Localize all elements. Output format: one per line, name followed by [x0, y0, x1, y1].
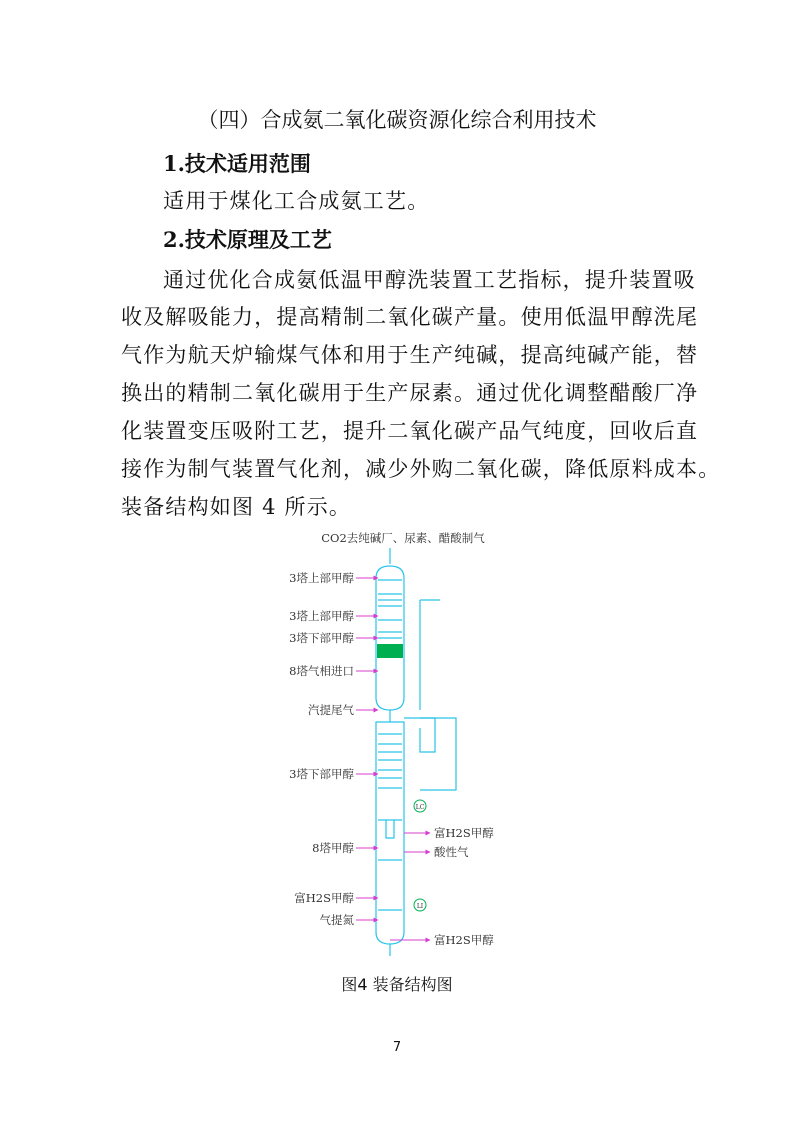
svg-text:LI: LI: [416, 903, 424, 910]
left-label: 8塔甲醇: [312, 841, 354, 855]
equipment-structure-diagram: [270, 520, 530, 960]
paragraph-line: 化装置变压吸附工艺，提升二氧化碳产品气纯度，回收后直: [121, 419, 699, 443]
left-label: 3塔上部甲醇: [289, 571, 354, 585]
paragraph-line: 换出的精制二氧化碳用于生产尿素。通过优化调整醋酸厂净: [121, 381, 699, 405]
bottom-outlet-label: 富H2S甲醇: [434, 933, 494, 947]
svg-text:LC: LC: [415, 804, 425, 811]
left-label: 富H2S甲醇: [294, 891, 354, 905]
left-label: 气提氮: [319, 913, 354, 927]
left-label: 3塔上部甲醇: [289, 609, 354, 623]
level-indicator-icon: [414, 899, 426, 911]
right-label: 酸性气: [434, 845, 469, 859]
section-body-scope: 适用于煤化工合成氨工艺。: [163, 189, 430, 213]
left-label: 3塔下部甲醇: [289, 631, 354, 645]
right-label: 富H2S甲醇: [434, 826, 494, 840]
co2-outlet-label: CO2去纯碱厂、尿素、醋酸制气: [321, 531, 485, 545]
section-heading-scope: 1.技术适用范围: [163, 151, 311, 176]
left-label: 3塔下部甲醇: [289, 767, 354, 781]
left-label: 8塔气相进口: [289, 664, 354, 678]
paragraph-line: 收及解吸能力，提高精制二氧化碳产量。使用低温甲醇洗尾: [121, 305, 699, 329]
lower-column: [376, 722, 404, 956]
packing-bed: [377, 644, 403, 658]
paragraph-line: 装备结构如图 4 所示。: [121, 495, 352, 519]
page-number: 7: [392, 1040, 402, 1055]
section-heading-principle: 2.技术原理及工艺: [163, 227, 332, 252]
paragraph-line: 通过优化合成氨低温甲醇洗装置工艺指标，提升装置吸: [163, 268, 696, 292]
paragraph-line: 气作为航天炉输煤气体和用于生产纯碱，提高纯碱产能，替: [121, 343, 699, 367]
left-label: 汽提尾气: [308, 703, 354, 717]
figure-caption: 图4 装备结构图: [341, 975, 453, 994]
page-title: （四）合成氨二氧化碳资源化综合利用技术: [197, 108, 597, 132]
paragraph-line: 接作为制气装置气化剂，减少外购二氧化碳，降低原料成本。: [121, 457, 721, 481]
level-controller-icon: [414, 800, 426, 812]
upper-column: [376, 566, 440, 710]
